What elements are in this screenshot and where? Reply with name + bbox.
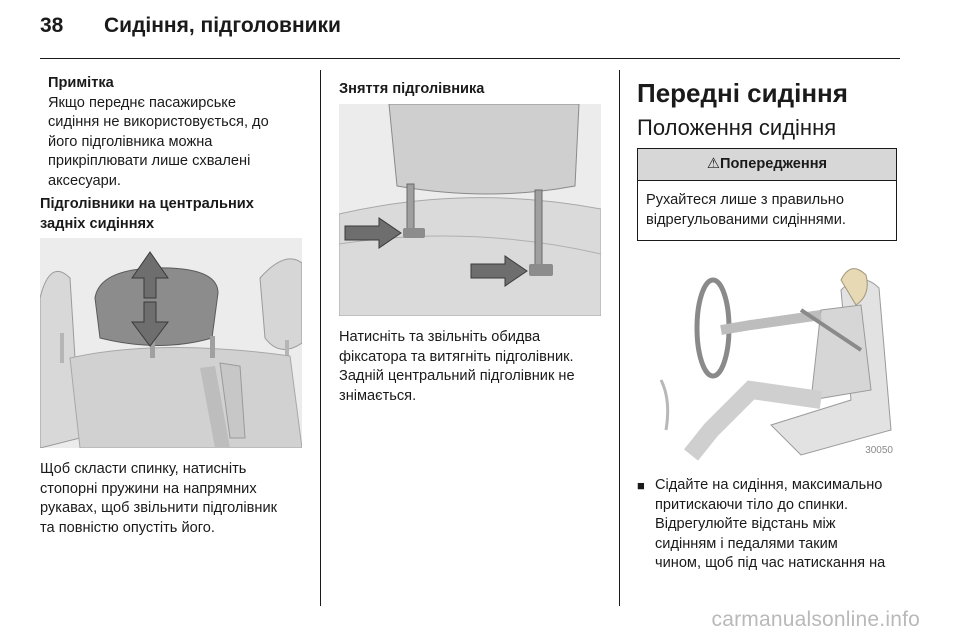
body-line: Натисніть та звільніть обидва — [339, 329, 541, 345]
body-line: Задній центральний підголівник не — [339, 368, 575, 384]
warning-box — [637, 148, 897, 241]
note-line: аксесуари. — [48, 172, 121, 189]
column-3-body — [637, 476, 909, 574]
figure-number: 30050 — [865, 445, 893, 456]
watermark: carmanualsonline.info — [711, 608, 920, 631]
column-3-headings — [637, 77, 907, 142]
page-header — [40, 14, 341, 38]
note-line: сидіння не використовується, до — [48, 114, 269, 130]
section-title-front-seats: Передні сидіння — [637, 78, 848, 108]
column-1-body — [40, 460, 310, 538]
body-line: фіксатора та витягніть підголівник. — [339, 348, 574, 365]
body-line: Щоб скласти спинку, натисніть — [40, 461, 247, 477]
seat-position-figure — [651, 250, 901, 462]
warning-header — [638, 149, 896, 181]
warning-body: Рухайтеся лише з правильно відрегульованими сидіннями. — [646, 192, 846, 228]
page-number: 38 — [40, 14, 64, 37]
note-title: Примітка — [48, 75, 114, 91]
subsection-title-seat-position: Положення сидіння — [637, 115, 837, 140]
body-line: рукавах, щоб звільнити підголівник — [40, 500, 278, 516]
body-line: стопорні пружини на напрямних — [40, 480, 257, 497]
page-title: Сидіння, підголовники — [104, 14, 341, 37]
column-1 — [48, 74, 310, 191]
section-heading-center-headrests: Підголівники на центральних задніх сидіннях — [40, 196, 254, 232]
driver-seating-illustration — [651, 250, 901, 462]
warning-triangle-icon: ⚠ — [706, 156, 721, 172]
note-line: прикріплювати лише схвалені — [48, 153, 251, 169]
body-line: знімається. — [339, 387, 417, 404]
column-2-body — [339, 328, 611, 406]
headrest-removal-illustration — [339, 104, 601, 316]
warning-title: Попередження — [720, 156, 828, 172]
section-heading-headrest-removal: Зняття підголівника — [339, 81, 485, 97]
note-line: Якщо переднє пасажирське — [48, 94, 236, 111]
bullet-square-icon: ■ — [637, 478, 645, 493]
column-divider-1 — [320, 70, 321, 606]
column-divider-2 — [619, 70, 620, 606]
header-rule — [40, 58, 900, 59]
note-line: його підголівника можна — [48, 133, 213, 150]
bullet-item: ■ Сідайте на сидіння, максимально притискаючи тіло до спинки. Відрегулюйте відстань між сидінням і педалями таким чином, щоб під час натискання на — [637, 476, 909, 574]
body-line: та повністю опустіть його. — [40, 519, 215, 536]
rear-headrest-illustration — [40, 238, 302, 448]
